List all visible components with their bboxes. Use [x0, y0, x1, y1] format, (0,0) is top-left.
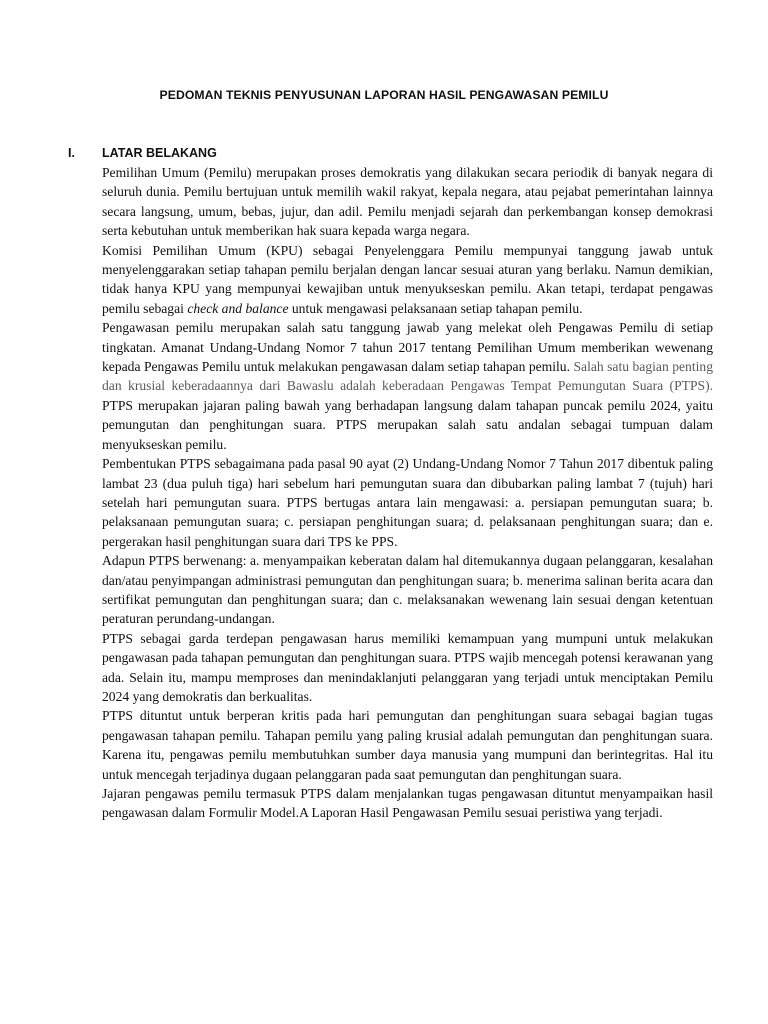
section-heading: LATAR BELAKANG: [102, 146, 217, 160]
paragraph-3-gray-text: Salah satu bagian penting dan krusial keberadaannya dari Bawaslu adalah keberadaan Pengawas Tempat Pemungutan Suara (PTPS).: [102, 359, 713, 394]
paragraph-3-text-b: PTPS merupakan jajaran paling bawah yang berhadapan langsung dalam tahapan puncak pemilu 2024, yaitu pemungutan dan penghitungan suara. PTPS merupakan salah satu andalan sebagai tumpuan dalam menyukseskan pemilu.: [102, 397, 713, 452]
paragraph-3-text-a: Pengawasan pemilu merupakan salah satu tanggung jawab yang melekat oleh Pengawas Pemilu di setiap tingkatan. Amanat Undang-Undang Nomor 7 tahun 2017 tentang Pemilihan Umum memberikan wewenang kepada Pengawas Pemilu untuk melakukan pengawasan dalam setiap tahapan pemilu.: [102, 320, 713, 375]
document-title: PEDOMAN TEKNIS PENYUSUNAN LAPORAN HASIL PENGAWASAN PEMILU: [159, 88, 609, 102]
section-number: I.: [68, 146, 75, 160]
paragraph-6: PTPS sebagai garda terdepan pengawasan harus memiliki kemampuan yang mumpuni untuk melakukan pengawasan pada tahapan pemungutan dan penghitungan suara. PTPS wajib mencegah potensi kerawanan yang ada. Selain itu, mampu memproses dan menindaklanjuti pelanggaran yang terjadi untuk menciptakan Pemilu 2024 yang demokratis dan berkualitas.: [102, 630, 713, 704]
paragraph-3: [102, 318, 713, 454]
paragraph-2-italic-term: check and balance: [187, 300, 289, 316]
paragraph-2: [102, 241, 713, 319]
paragraph-4: Pembentukan PTPS sebagaimana pada pasal 90 ayat (2) Undang-Undang Nomor 7 Tahun 2017 dibentuk paling lambat 23 (dua puluh tiga) hari sebelum hari pemungutan suara dan dibubarkan paling lambat 7 (tujuh) hari setelah hari pemungutan suara. PTPS bertugas antara lain mengawasi: a. persiapan pemungutan suara; b. pelaksanaan pemungutan suara; c. persiapan penghitungan suara; d. pelaksanaan penghitungan suara; dan e. pergerakan hasil penghitungan suara dari TPS ke PPS.: [102, 456, 713, 549]
paragraph-5: Adapun PTPS berwenang: a. menyampaikan keberatan dalam hal ditemukannya dugaan pelanggaran, kesalahan dan/atau penyimpangan administrasi pemungutan dan penghitungan suara; b. menerima salinan berita acara dan sertifikat pemungutan dan penghitungan suara; dan c. melaksanakan wewenang lain sesuai dengan ketentuan peraturan perundang-undangan.: [102, 553, 713, 627]
paragraph-1: Pemilihan Umum (Pemilu) merupakan proses demokratis yang dilakukan secara periodik di banyak negara di seluruh dunia. Pemilu bertujuan untuk memilih wakil rakyat, kepala negara, atau pejabat pemerintahan lainnya secara langsung, umum, bebas, jujur, dan adil. Pemilu menjadi sejarah dan perkembangan konsep demokrasi serta kebutuhan untuk memberikan hak suara kepada warga negara.: [102, 165, 713, 239]
paragraph-8: Jajaran pengawas pemilu termasuk PTPS dalam menjalankan tugas pengawasan dituntut menyampaikan hasil pengawasan dalam Formulir Model.A Laporan Hasil Pengawasan Pemilu sesuai peristiwa yang terjadi.: [102, 786, 713, 821]
paragraph-2-text-a: Komisi Pemilihan Umum (KPU) sebagai Penyelenggara Pemilu mempunyai tanggung jawab untuk menyelenggarakan setiap tahapan pemilu berjalan dengan lancar sesuai aturan yang berlaku. Namun demikian, tidak hanya KPU yang mempunyai kewajiban untuk menyukseskan pemilu. Akan tetapi, terdapat pengawas pemilu sebagai: [102, 242, 713, 316]
paragraph-7: PTPS dituntut untuk berperan kritis pada hari pemungutan dan penghitungan suara sebagai bagian tugas pengawasan tahapan pemilu. Tahapan pemilu yang paling krusial adalah pemungutan dan penghitungan suara. Karena itu, pengawas pemilu membutuhkan sumber daya manusia yang mumpuni dan berintegritas. Hal itu untuk mencegah terjadinya dugaan pelanggaran pada saat pemungutan dan penghitungan suara.: [102, 708, 713, 782]
paragraph-2-text-b: untuk mengawasi pelaksanaan setiap tahapan pemilu.: [288, 300, 583, 316]
section-body: [102, 163, 713, 823]
